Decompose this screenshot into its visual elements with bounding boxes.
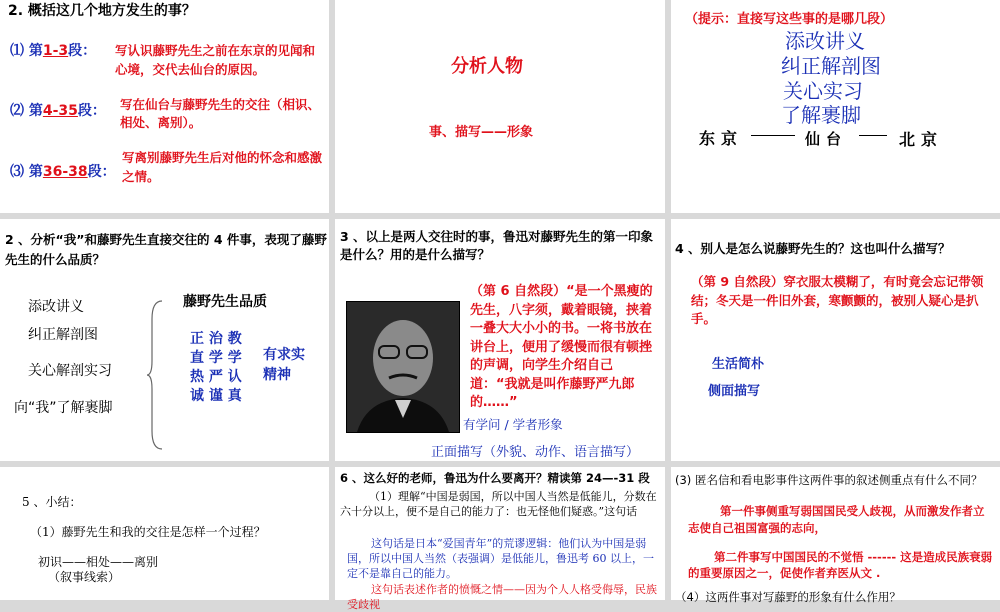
summary-question: （1）藤野先生和我的交往是怎样一个过程？ bbox=[30, 525, 266, 539]
brace-icon bbox=[146, 299, 164, 451]
trait-label: 生活简朴 bbox=[712, 357, 765, 372]
place-beijing: 北京 bbox=[899, 130, 944, 149]
place-sendai: 仙台 bbox=[805, 130, 848, 148]
item-range: 36-38 bbox=[42, 164, 88, 180]
quality-title: 藤野先生品质 bbox=[183, 294, 267, 310]
answer-text: （第 9 自然段）穿衣服太模糊了，有时竟会忘记带领结；冬天是一件旧外套，寒颤颤的，被别人疑心是扒手。 bbox=[691, 274, 984, 326]
slide-panel-others-view bbox=[671, 219, 1000, 461]
question-text: 3 、以上是两人交往时的事，鲁迅对藤野先生的第一印象是什么？用的是什么描写？ bbox=[340, 229, 654, 262]
slide-panel-summary bbox=[0, 467, 329, 600]
summary-item-1 bbox=[10, 40, 96, 60]
slide-panel-first-impression bbox=[335, 219, 665, 461]
summary-text-3: 写离别藤野先生后对他的怀念和感激之情。 bbox=[122, 150, 323, 184]
slide-panel-analyze-character bbox=[335, 0, 665, 213]
answer-text-2: 第二件事写中国国民的不觉悟 ------ 这是造成民族衰弱的重要原因之一，促使作者弃医从文 . bbox=[688, 550, 993, 580]
summary-item-2 bbox=[10, 100, 106, 120]
quality-extra: 精神 bbox=[263, 367, 291, 383]
item-suffix: 段： bbox=[68, 43, 97, 59]
summary-text-2: 写在仙台与藤野先生的交往（相识、相处、离别）。 bbox=[120, 97, 321, 130]
summary-text-1: 写认识藤野先生之前在东京的见闻和心境，交代去仙台的原因。 bbox=[115, 43, 316, 77]
panel-title: 2. 概括这几个地方发生的事？ bbox=[8, 3, 196, 19]
item-prefix: ⑴ 第 bbox=[10, 43, 43, 59]
item-range: 4-35 bbox=[42, 103, 78, 119]
place-tokyo: 东京 bbox=[699, 129, 744, 148]
event-item: 关心实习 bbox=[783, 79, 863, 103]
event-item: 添改讲义 bbox=[28, 299, 84, 315]
hint-text: （提示：直接写这些事的是哪几段） bbox=[685, 12, 894, 27]
answer-text: 第一件事侧重写弱国国民受人歧视，从而激发作者立志使自己祖国富强的志向， bbox=[688, 504, 985, 535]
quality-extra: 有求实 bbox=[263, 347, 305, 363]
event-item: 向“我”了解裹脚 bbox=[14, 400, 113, 416]
technique-label: 侧面描写 bbox=[708, 384, 761, 399]
question-text: 4 、别人是怎么说藤野先生的？这也叫什么描写？ bbox=[675, 241, 951, 256]
item-suffix: 段： bbox=[87, 164, 116, 180]
question-text: (3) 匿名信和看电影事件这两件事的叙述侧重点有什么不同？ bbox=[675, 473, 983, 487]
portrait-photo bbox=[346, 301, 460, 433]
portrait-image bbox=[347, 302, 459, 432]
route-line bbox=[859, 135, 887, 136]
quality-row: 热 严 认 bbox=[190, 369, 242, 385]
quality-row: 直 学 学 bbox=[190, 350, 242, 366]
item-suffix: 段： bbox=[77, 103, 106, 119]
item-range: 1-3 bbox=[42, 43, 69, 59]
slide-panel-summary-places bbox=[0, 0, 329, 213]
question-text: 2 、分析“我”和藤野先生直接交往的 4 件事，表现了藤野先生的什么品质？ bbox=[5, 232, 327, 267]
quality-row: 诚 谨 真 bbox=[190, 388, 242, 404]
event-item: 纠正解剖图 bbox=[28, 327, 98, 343]
event-item: 添改讲义 bbox=[785, 29, 865, 53]
question-text: 6 、这么好的老师，鲁迅为什么要离开？精读第 24—-31 段 bbox=[340, 471, 650, 485]
question-text-4: （4）这两件事对写藤野的形象有什么作用？ bbox=[675, 590, 901, 604]
quality-row: 正 治 教 bbox=[190, 331, 242, 347]
slide-panel-events-places bbox=[671, 0, 1000, 213]
sub-question: （1）理解“中国是弱国，所以中国人当然是低能儿，分数在六十分以上，便不是自己的能力了：也无怪他们疑惑。”这句话 bbox=[340, 490, 657, 518]
quote-text: （第 6 自然段）“是一个黑瘦的先生，八字须，戴着眼镜，挟着一叠大大小小的书。一将书放在讲台上，便用了缓慢而很有顿挫的声调，向学生介绍自己道：“我就是叫作藤野严九郎的……” bbox=[470, 284, 653, 410]
answer-text-2: 这句话表述作者的愤慨之情——因为个人人格受侮辱，民族受歧视 bbox=[347, 583, 657, 611]
slide-panel-qualities bbox=[0, 219, 329, 461]
panel-subtitle: 事、描写——形象 bbox=[429, 125, 534, 140]
summary-answer: 初识——相处——离别 bbox=[38, 555, 159, 569]
technique-label: 正面描写（外貌、动作、语言描写） bbox=[431, 445, 640, 460]
event-item: 纠正解剖图 bbox=[781, 54, 881, 78]
image-label: 有学问 / 学者形象 bbox=[463, 417, 563, 432]
event-item: 关心解剖实习 bbox=[28, 363, 112, 379]
slide-panel-two-events bbox=[671, 467, 1000, 604]
item-prefix: ⑶ 第 bbox=[10, 164, 43, 180]
summary-note: （叙事线索） bbox=[48, 570, 121, 584]
answer-text: 这句话是日本“爱国青年”的荒谬逻辑：他们认为中国是弱国，所以中国人当然（表强调）是低能儿，鲁迅考 60 以上，一定不是靠自己的能力。 bbox=[347, 537, 654, 580]
route-line bbox=[751, 135, 795, 136]
slide-panel-leaving-reason bbox=[335, 467, 665, 611]
summary-item-3 bbox=[10, 161, 116, 181]
event-item: 了解裹脚 bbox=[781, 103, 861, 127]
panel-title: 分析人物 bbox=[451, 56, 523, 77]
summary-heading: 5 、小结： bbox=[22, 495, 82, 509]
item-prefix: ⑵ 第 bbox=[10, 103, 43, 119]
